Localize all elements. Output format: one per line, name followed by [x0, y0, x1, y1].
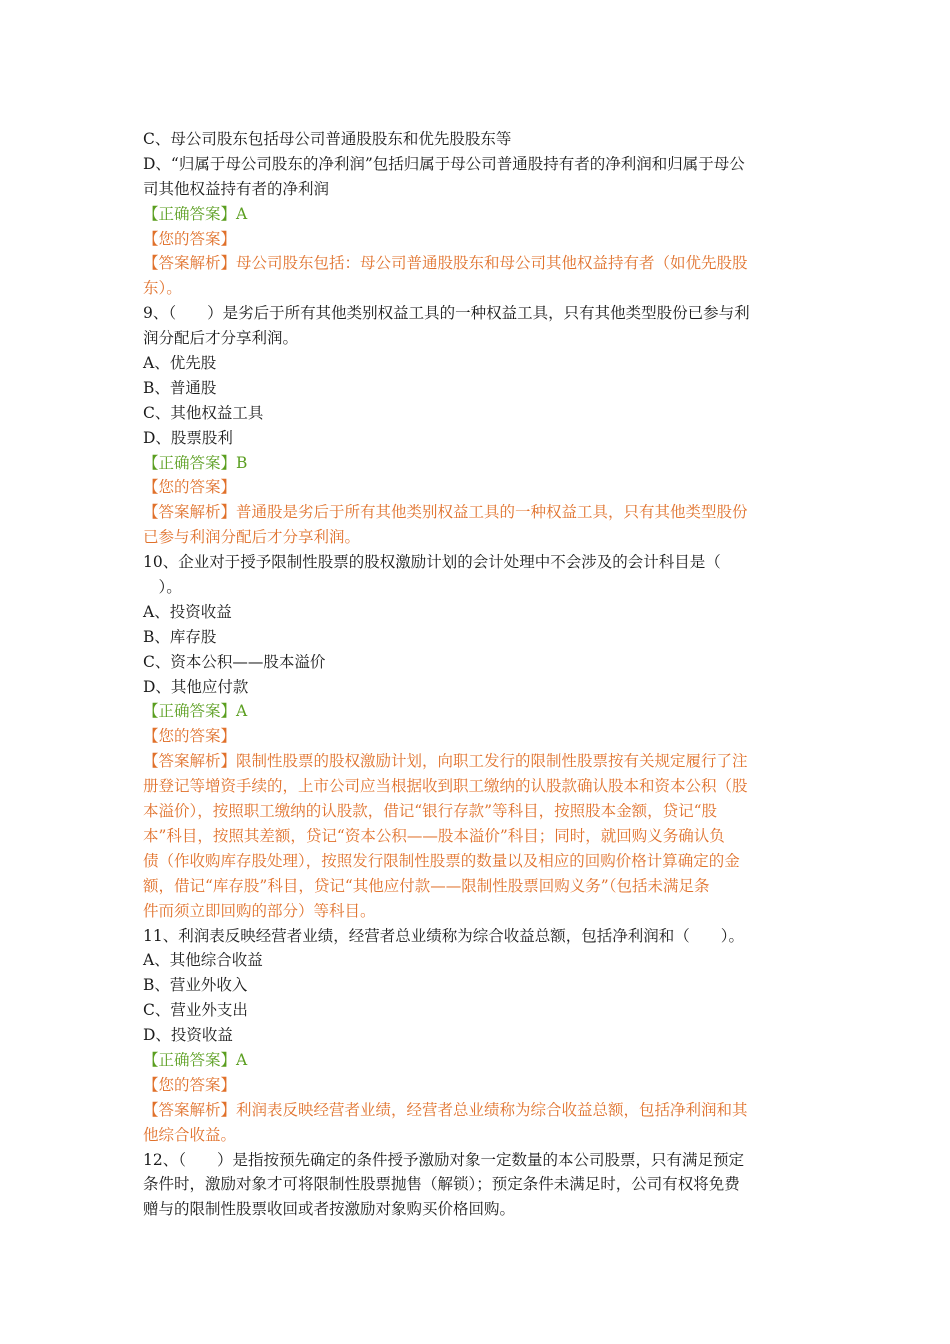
q10-stem-line1: 10、企业对于授予限制性股票的股权激励计划的会计处理中不会涉及的会计科目是（ [143, 553, 721, 572]
q10-analysis-line4: 本”科目，按照其差额，贷记“资本公积——股本溢价”科目；同时，就回购义务确认负 [143, 826, 725, 845]
q10-analysis-line2: 册登记等增资手续的，上市公司应当根据收到职工缴纳的认股款确认股本和资本公积（股 [143, 777, 748, 796]
q11-analysis-line2: 他综合收益。 [143, 1125, 237, 1144]
q9-option-d: D、股票股利 [143, 428, 233, 447]
q9-analysis-line1: 【答案解析】普通股是劣后于所有其他类别权益工具的一种权益工具，只有其他类型股份 [143, 503, 748, 522]
q11-option-a: A、其他综合收益 [143, 951, 263, 970]
q11-option-d: D、投资收益 [143, 1026, 233, 1045]
q12-stem-line2: 条件时，激励对象才可将限制性股票抛售（解锁）；预定条件未满足时，公司有权将免费 [143, 1175, 740, 1194]
q10-option-a: A、投资收益 [143, 602, 232, 621]
q10-analysis-line1: 【答案解析】限制性股票的股权激励计划，向职工发行的限制性股票按有关规定履行了注 [143, 752, 748, 771]
q11-your-answer: 【您的答案】 [143, 1075, 237, 1094]
q9-correct-answer: 【正确答案】B [143, 453, 248, 472]
q8-your-answer: 【您的答案】 [143, 229, 237, 248]
q12-stem-line3: 赠与的限制性股票收回或者按激励对象购买价格回购。 [143, 1200, 516, 1219]
q10-analysis-line5: 债（作收购库存股处理），按照发行限制性股票的数量以及相应的回购价格计算确定的金 [143, 851, 740, 870]
q9-option-b: B、普通股 [143, 378, 217, 397]
q8-analysis-line1: 【答案解析】母公司股东包括：母公司普通股股东和母公司其他权益持有者（如优先股股 [143, 254, 748, 273]
q11-option-c: C、营业外支出 [143, 1001, 248, 1020]
q9-option-a: A、优先股 [143, 354, 217, 373]
q9-your-answer: 【您的答案】 [143, 478, 237, 497]
q10-analysis-line7: 件而须立即回购的部分）等科目。 [143, 901, 376, 920]
q8-correct-answer: 【正确答案】A [143, 204, 248, 223]
q8-option-d-line1: D、“归属于母公司股东的净利润”包括归属于母公司普通股持有者的净利润和归属于母公 [143, 154, 745, 173]
q9-stem-line1: 9、（ ）是劣后于所有其他类别权益工具的一种权益工具，只有其他类型股份已参与利 [143, 304, 750, 323]
q10-stem-line2: ）。 [143, 578, 182, 597]
q11-analysis-line1: 【答案解析】利润表反映经营者业绩，经营者总业绩称为综合收益总额，包括净利润和其 [143, 1100, 748, 1119]
q9-stem-line2: 润分配后才分享利润。 [143, 329, 299, 348]
q10-option-d: D、其他应付款 [143, 677, 249, 696]
q10-option-b: B、库存股 [143, 627, 217, 646]
document-page [143, 127, 813, 1222]
q10-option-c: C、资本公积——股本溢价 [143, 652, 326, 671]
q10-your-answer: 【您的答案】 [143, 727, 237, 746]
q10-correct-answer: 【正确答案】A [143, 702, 248, 721]
q10-analysis-line3: 本溢价），按照职工缴纳的认股款，借记“银行存款”等科目，按照股本金额，贷记“股 [143, 802, 718, 821]
q11-correct-answer: 【正确答案】A [143, 1050, 248, 1069]
q11-stem-line1: 11、利润表反映经营者业绩，经营者总业绩称为综合收益总额，包括净利润和（ ）。 [143, 926, 744, 945]
q9-option-c: C、其他权益工具 [143, 403, 264, 422]
q11-option-b: B、营业外收入 [143, 976, 248, 995]
q8-option-c: C、母公司股东包括母公司普通股股东和优先股股东等 [143, 130, 512, 148]
q9-analysis-line2: 已参与利润分配后才分享利润。 [143, 528, 361, 547]
q8-option-d-line2: 司其他权益持有者的净利润 [143, 179, 330, 198]
q10-analysis-line6: 额，借记“库存股”科目，贷记“其他应付款——限制性股票回购义务”（包括未满足条 [143, 876, 710, 895]
q8-analysis-line2: 东）。 [143, 279, 182, 298]
q12-stem-line1: 12、（ ）是指按预先确定的条件授予激励对象一定数量的本公司股票，只有满足预定 [143, 1150, 744, 1169]
